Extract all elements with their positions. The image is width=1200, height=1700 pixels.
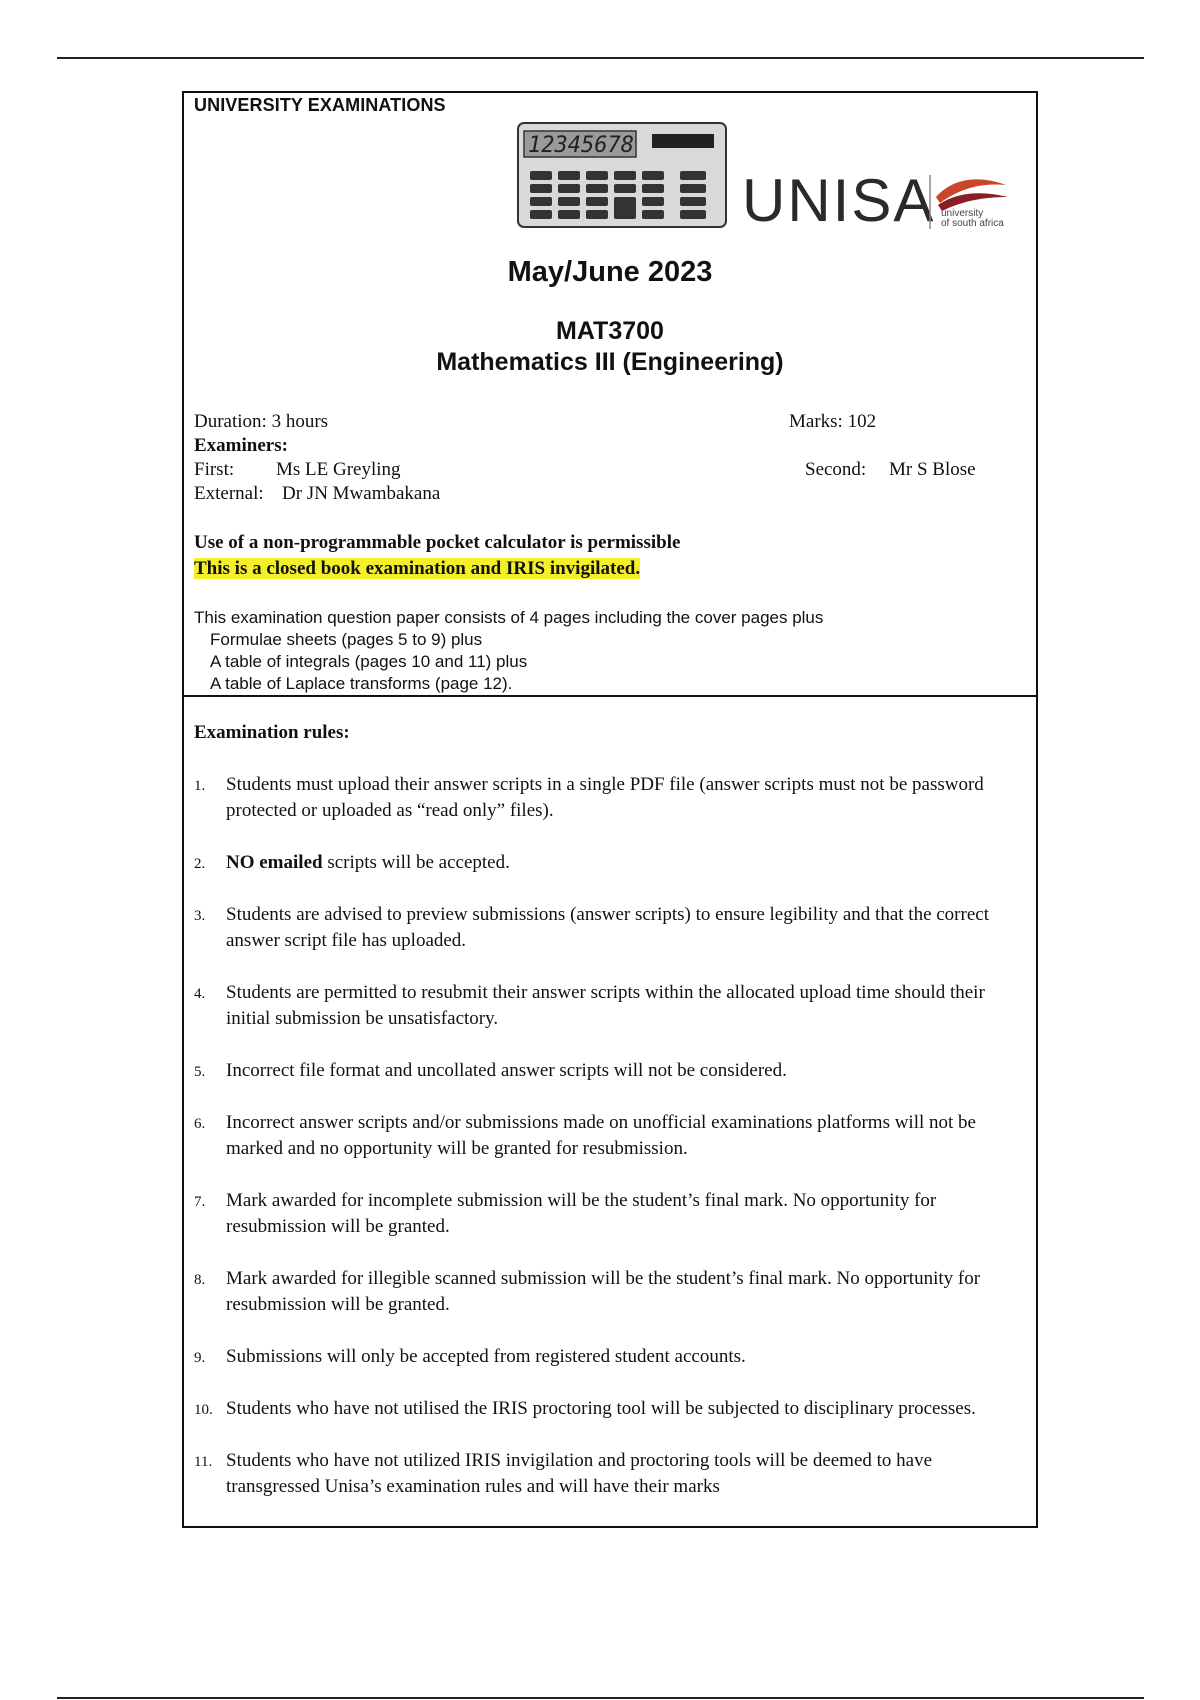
- unisa-logo-subtitle: university of south africa: [941, 208, 1004, 229]
- module-code: MAT3700: [556, 317, 664, 345]
- first-examiner-label: First:: [194, 459, 235, 480]
- top-rule: [57, 57, 1144, 59]
- second-examiner-name: Mr S Blose: [889, 459, 976, 480]
- rule-item: 9. Submissions will only be accepted from registered student accounts.: [194, 1346, 746, 1367]
- external-examiner-label: External:: [194, 483, 264, 504]
- rule-item: 5. Incorrect file format and uncollated answer scripts will not be considered.: [194, 1060, 787, 1081]
- calculator-note: Use of a non-programmable pocket calculator is permissible: [194, 532, 681, 553]
- exam-session: May/June 2023: [507, 256, 713, 288]
- marks: Marks: 102: [789, 411, 877, 432]
- bottom-rule: [57, 1697, 1144, 1699]
- rules-list: [194, 772, 1024, 1526]
- examiners-label: Examiners:: [194, 435, 288, 456]
- university-examinations-heading: UNIVERSITY EXAMINATIONS: [194, 95, 446, 115]
- module-title: Mathematics III (Engineering): [436, 348, 784, 376]
- closed-book-note: [194, 558, 640, 580]
- rule-item: 1. Students must upload their answer scripts in a single PDF file (answer scripts must not be password protected or uploaded as “read only” files).: [194, 774, 984, 821]
- duration: Duration: 3 hours: [194, 411, 329, 432]
- rules-title: Examination rules:: [194, 722, 350, 743]
- rule-item: 2. NO emailed scripts will be accepted.: [194, 852, 510, 873]
- second-examiner-label: Second:: [805, 459, 867, 480]
- paper-info: This examination question paper consists of 4 pages including the cover pages plus Formulae sheets (pages 5 to 9) plus A table of integrals (pages 10 and 11) plus A table of Laplace transforms (page 12).: [194, 608, 824, 693]
- rule-item: 8. Mark awarded for illegible scanned submission will be the student’s final mark. No opportunity for resubmission will be granted.: [194, 1268, 981, 1315]
- rule-item: 11. Students who have not utilized IRIS invigilation and proctoring tools will be deemed to have transgressed Unisa’s examination rules and will have their marks: [194, 1450, 933, 1497]
- unisa-logo-text: UNISA: [742, 167, 936, 234]
- external-examiner-name: Dr JN Mwambakana: [282, 483, 441, 504]
- rule-item: 7. Mark awarded for incomplete submission will be the student’s final mark. No opportunity for resubmission will be granted.: [194, 1190, 937, 1237]
- first-examiner-name: Ms LE Greyling: [276, 459, 401, 480]
- section-divider: [184, 695, 1036, 697]
- rule-item: 3. Students are advised to preview submissions (answer scripts) to ensure legibility and that the correct answer script file has uploaded.: [194, 904, 989, 951]
- cover-frame: [182, 91, 1038, 1528]
- calculator-display: 12345678: [528, 133, 634, 158]
- rule-item: 6. Incorrect answer scripts and/or submissions made on unofficial examinations platforms will not be marked and no opportunity will be granted for resubmission.: [194, 1112, 976, 1159]
- closed-book-highlight: This is a closed book examination and IRIS invigilated.: [194, 558, 641, 579]
- rule-item: 10. Students who have not utilised the IRIS proctoring tool will be subjected to disciplinary processes.: [194, 1398, 976, 1419]
- calculator-icon: [516, 121, 728, 229]
- rule-item: 4. Students are permitted to resubmit their answer scripts within the allocated upload time should their initial submission be unsatisfactory.: [194, 982, 985, 1029]
